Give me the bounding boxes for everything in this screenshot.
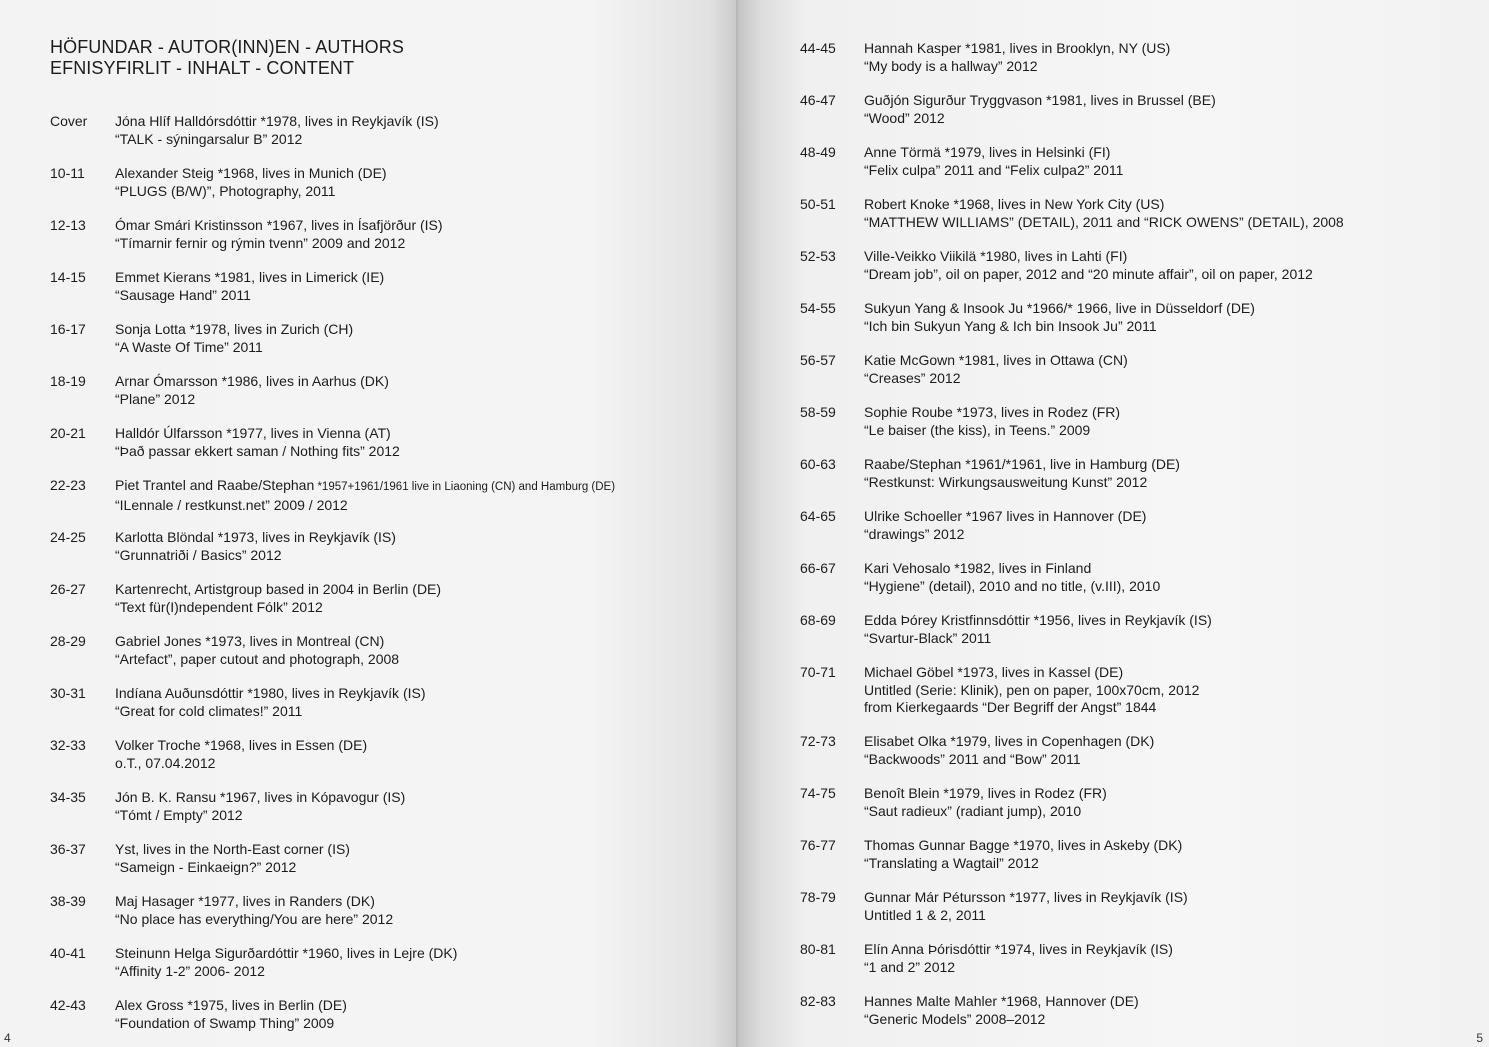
toc-work: “Le baiser (the kiss), in Teens.” 2009 [864,421,1091,438]
toc-pages: 40-41 [50,945,86,961]
toc-artist: Jóna Hlíf Halldórsdóttir *1978, lives in Reykjavík (IS) [115,113,439,129]
toc-pages: 72-73 [800,733,836,749]
toc-pages: 54-55 [800,300,836,316]
toc-artist: Arnar Ómarsson *1986, lives in Aarhus (DK) [115,373,389,389]
toc-pages: 12-13 [50,217,86,233]
toc-work: “1 and 2” 2012 [864,958,956,975]
toc-pages: 66-67 [800,560,836,576]
toc-artist: Alex Gross *1975, lives in Berlin (DE) [115,997,347,1013]
toc-work-note: from Kierkegaards “Der Begriff der Angst” 1844 [864,699,1157,715]
toc-work: “My body is a hallway” 2012 [864,57,1038,74]
toc-work: “Tómt / Empty” 2012 [115,806,243,823]
toc-pages: 10-11 [50,165,85,181]
toc-artist: Volker Troche *1968, lives in Essen (DE) [115,737,368,753]
toc-artist: Guðjón Sigurður Tryggvason *1981, lives in Brussel (BE) [864,92,1216,108]
toc-work: “MATTHEW WILLIAMS” (DETAIL), 2011 and “RICK OWENS” (DETAIL), 2008 [864,213,1344,230]
toc-artist: Yst, lives in the North-East corner (IS) [115,841,350,857]
toc-artist: Jón B. K. Ransu *1967, lives in Kópavogur (IS) [115,789,406,805]
toc-work: “No place has everything/You are here” 2012 [115,910,394,927]
toc-artist: Ómar Smári Kristinsson *1967, lives in Ísafjörður (IS) [115,217,443,233]
toc-artist-name: Piet Trantel and Raabe/Stephan [115,477,315,493]
toc-pages: 70-71 [800,664,836,680]
toc-work: Untitled (Serie: Klinik), pen on paper, 100x70cm, 2012 [864,681,1200,698]
toc-work: “Það passar ekkert saman / Nothing fits” 2012 [115,442,400,459]
toc-pages: 80-81 [800,941,836,957]
toc-pages: 24-25 [50,529,86,545]
toc-artist: Emmet Kierans *1981, lives in Limerick (IE) [115,269,385,285]
toc-work: “Generic Models” 2008–2012 [864,1010,1046,1027]
toc-pages: 76-77 [800,837,836,853]
toc-artist: Elisabet Olka *1979, lives in Copenhagen (DK) [864,733,1155,749]
toc-pages: 26-27 [50,581,86,597]
toc-pages: 78-79 [800,889,836,905]
toc-pages: 46-47 [800,92,836,108]
toc-pages: 30-31 [50,685,86,701]
toc-pages: 50-51 [800,196,836,212]
toc-pages: 22-23 [50,477,86,493]
left-page [0,0,738,1047]
toc-pages: 60-63 [800,456,836,472]
toc-work: “PLUGS (B/W)”, Photography, 2011 [115,182,336,199]
toc-artist: Raabe/Stephan *1961/*1961, live in Hamburg (DE) [864,456,1180,472]
toc-artist: Robert Knoke *1968, lives in New York City (US) [864,196,1165,212]
heading-line-2: EFNISYFIRLIT - INHALT - CONTENT [50,58,355,78]
toc-pages: 32-33 [50,737,86,753]
toc-artist: Kartenrecht, Artistgroup based in 2004 in Berlin (DE) [115,581,442,597]
toc-work: “Sausage Hand” 2011 [115,286,251,303]
toc-pages: 74-75 [800,785,836,801]
toc-artist: Katie McGown *1981, lives in Ottawa (CN) [864,352,1128,368]
toc-work: “Tímarnir fernir og rýmin tvenn” 2009 and 2012 [115,234,406,251]
toc-work: “Great for cold climates!” 2011 [115,702,303,719]
toc-work: “Hygiene” (detail), 2010 and no title, (v.III), 2010 [864,577,1161,594]
toc-work: “Plane” 2012 [115,390,196,407]
toc-artist: Maj Hasager *1977, lives in Randers (DK) [115,893,375,909]
toc-work: Untitled 1 & 2, 2011 [864,906,986,923]
toc-work: “Translating a Wagtail” 2012 [864,854,1039,871]
toc-artist: Kari Vehosalo *1982, lives in Finland [864,560,1092,576]
toc-artist: Anne Törmä *1979, lives in Helsinki (FI) [864,144,1111,160]
toc-pages: Cover [50,113,88,129]
toc-pages: 44-45 [800,40,836,56]
toc-artist: Elín Anna Þórisdóttir *1974, lives in Reykjavík (IS) [864,941,1173,957]
toc-artist: Sukyun Yang & Insook Ju *1966/* 1966, live in Düsseldorf (DE) [864,300,1255,316]
toc-pages: 58-59 [800,404,836,420]
toc-artist: Gunnar Már Pétursson *1977, lives in Reykjavík (IS) [864,889,1188,905]
toc-pages: 20-21 [50,425,86,441]
toc-artist: Alexander Steig *1968, lives in Munich (DE) [115,165,387,181]
toc-work: “Restkunst: Wirkungsausweitung Kunst” 2012 [864,473,1148,490]
toc-artist-details: *1957+1961/1961 live in Liaoning (CN) and Hamburg (DE) [314,481,616,493]
toc-work: “Saut radieux” (radiant jump), 2010 [864,802,1082,819]
page-number: 4 [4,1031,11,1045]
toc-artist: Benoît Blein *1979, lives in Rodez (FR) [864,785,1107,801]
toc-artist: Karlotta Blöndal *1973, lives in Reykjavík (IS) [115,529,396,545]
toc-work: “ILennale / restkunst.net” 2009 / 2012 [115,496,348,513]
toc-work: “Svartur-Black” 2011 [864,629,992,646]
toc-pages: 14-15 [50,269,86,285]
toc-pages: 16-17 [50,321,86,337]
toc-work: “Text für(I)ndependent Fólk” 2012 [115,598,323,615]
toc-artist: Hannes Malte Mahler *1968, Hannover (DE) [864,993,1139,1009]
toc-work: “Affinity 1-2” 2006- 2012 [115,962,265,979]
toc-work: “Foundation of Swamp Thing” 2009 [115,1014,335,1031]
toc-artist: Sophie Roube *1973, lives in Rodez (FR) [864,404,1121,420]
toc-work: “Felix culpa” 2011 and “Felix culpa2” 2011 [864,161,1124,178]
right-page [738,0,1489,1047]
toc-work: “TALK - sýningarsalur B” 2012 [115,130,303,147]
toc-work: “A Waste Of Time” 2011 [115,338,263,355]
toc-work: “Backwoods” 2011 and “Bow” 2011 [864,750,1081,767]
toc-artist: Michael Göbel *1973, lives in Kassel (DE) [864,664,1124,680]
toc-pages: 34-35 [50,789,86,805]
toc-work: “Grunnatriði / Basics” 2012 [115,546,282,563]
toc-work: “Artefact”, paper cutout and photograph, 2008 [115,650,400,667]
toc-pages: 18-19 [50,373,86,389]
toc-pages: 64-65 [800,508,836,524]
toc-work: “Dream job”, oil on paper, 2012 and “20 minute affair”, oil on paper, 2012 [864,265,1313,282]
toc-pages: 38-39 [50,893,86,909]
toc-artist: Gabriel Jones *1973, lives in Montreal (CN) [115,633,385,649]
toc-artist: Hannah Kasper *1981, lives in Brooklyn, NY (US) [864,40,1171,56]
page-number: 5 [1476,1031,1483,1045]
toc-artist: Thomas Gunnar Bagge *1970, lives in Askeby (DK) [864,837,1183,853]
toc-work: “Ich bin Sukyun Yang & Ich bin Insook Ju” 2011 [864,317,1157,334]
toc-pages: 82-83 [800,993,836,1009]
toc-work: “drawings” 2012 [864,525,965,542]
toc-pages: 48-49 [800,144,836,160]
toc-work: “Wood” 2012 [864,109,945,126]
toc-pages: 36-37 [50,841,86,857]
toc-artist: Halldór Úlfarsson *1977, lives in Vienna (AT) [115,425,391,441]
toc-artist: Edda Þórey Kristfinnsdóttir *1956, lives in Reykjavík (IS) [864,612,1212,628]
page-heading [50,37,404,79]
toc-work: o.T., 07.04.2012 [115,754,216,771]
toc-artist: Sonja Lotta *1978, lives in Zurich (CH) [115,321,354,337]
toc-artist: Ville-Veikko Viikilä *1980, lives in Lahti (FI) [864,248,1128,264]
toc-pages: 28-29 [50,633,86,649]
toc-work: “Creases” 2012 [864,369,961,386]
toc-artist [115,477,615,497]
toc-artist: Ulrike Schoeller *1967 lives in Hannover (DE) [864,508,1147,524]
toc-pages: 68-69 [800,612,836,628]
toc-pages: 42-43 [50,997,86,1013]
toc-artist: Steinunn Helga Sigurðardóttir *1960, lives in Lejre (DK) [115,945,458,961]
toc-artist: Indíana Auðunsdóttir *1980, lives in Reykjavík (IS) [115,685,426,701]
heading-line-1: HÖFUNDAR - AUTOR(INN)EN - AUTHORS [50,37,404,57]
toc-work: “Sameign - Einkaeign?” 2012 [115,858,297,875]
toc-pages: 56-57 [800,352,836,368]
toc-pages: 52-53 [800,248,836,264]
